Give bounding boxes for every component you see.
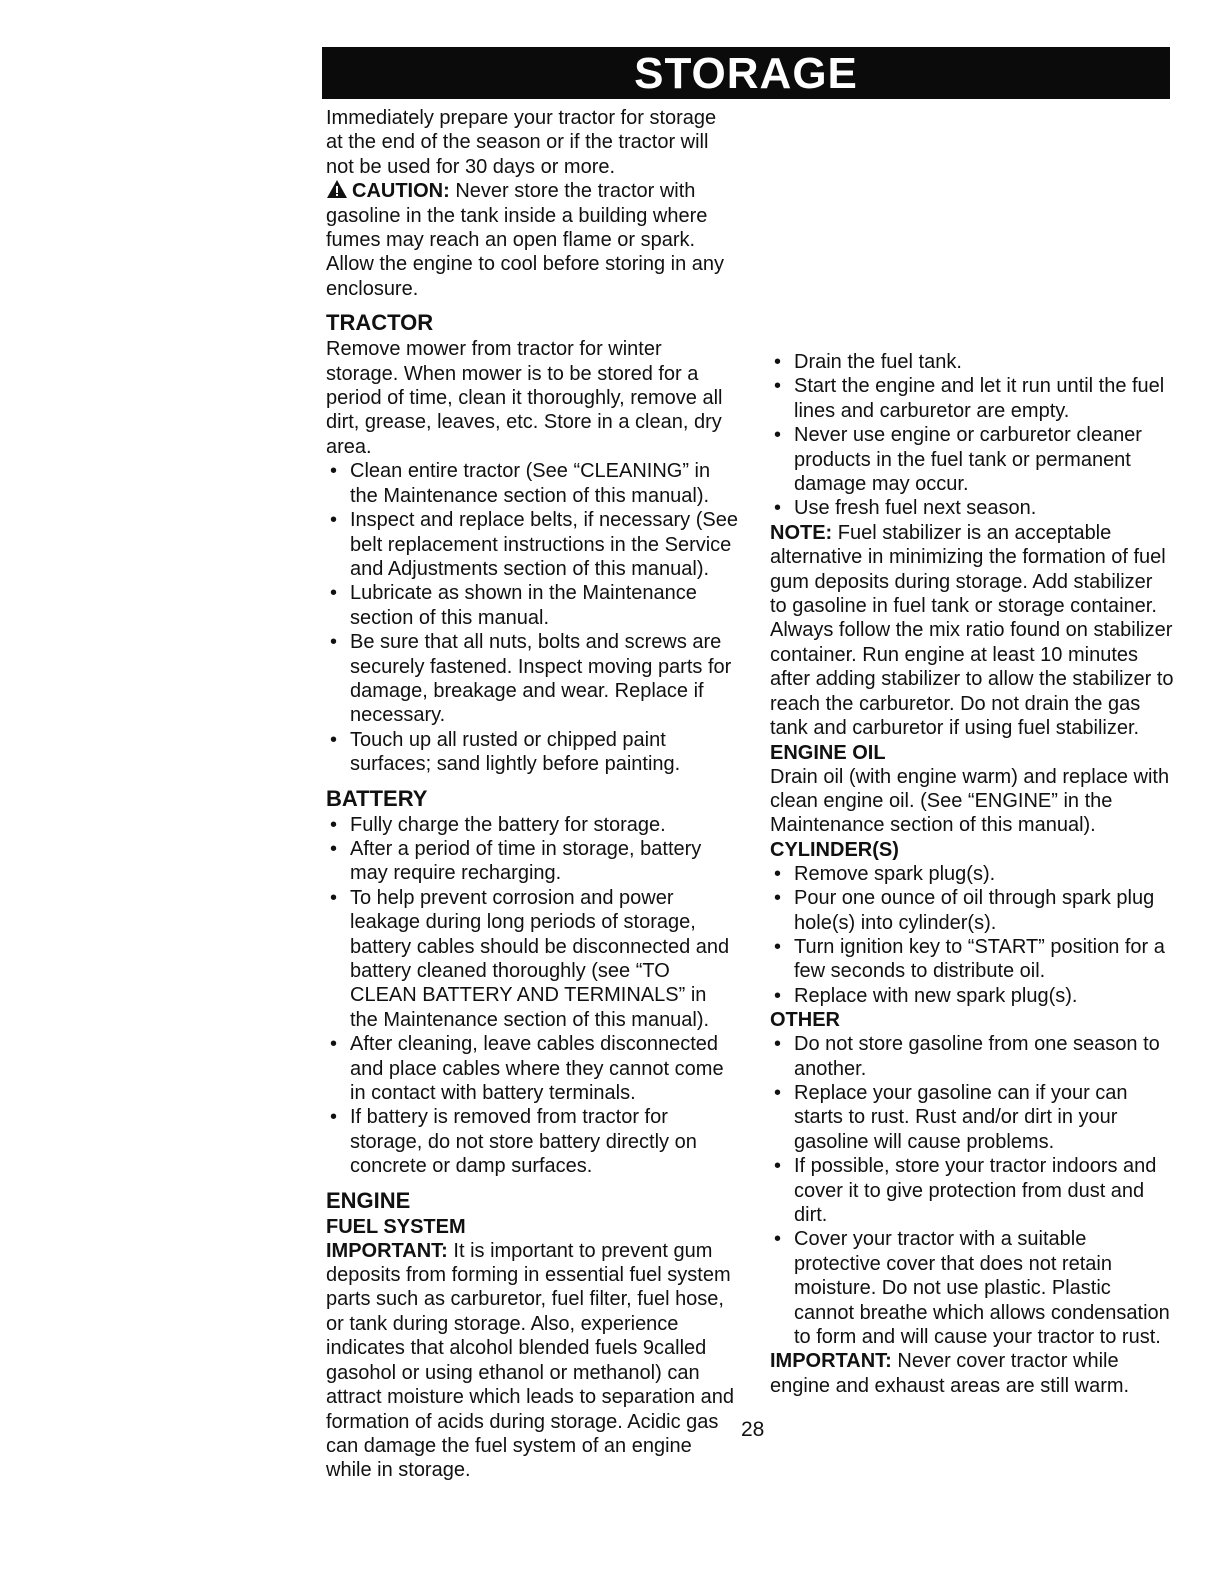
list-item: • Be sure that all nuts, bolts and screws are securely fastened. Inspect moving parts for damage, breakage and wear. Replace if necessary.: [326, 630, 738, 728]
list-item: • Replace your gasoline can if your can starts to rust. Rust and/or dirt in your gasoline will cause problems.: [770, 1081, 1174, 1154]
fuel-list: [770, 350, 1174, 521]
tractor-list: [326, 459, 738, 776]
note-label: NOTE:: [770, 521, 833, 544]
list-item: • Remove spark plug(s).: [770, 862, 1174, 886]
important-text: Never cover tractor while engine and exhaust areas are still warm.: [770, 1350, 1130, 1397]
caution-label: CAUTION:: [352, 180, 450, 203]
list-item: • Start the engine and let it run until the fuel lines and carburetor are empty.: [770, 374, 1174, 423]
note-paragraph: [770, 521, 1174, 741]
list-item: • Fully charge the battery for storage.: [326, 813, 738, 837]
engine-heading: ENGINE: [326, 1187, 411, 1213]
tractor-text: Remove mower from tractor for winter storage. When mower is to be stored for a period of time, clean it thoroughly, remove all dirt, grease, leaves, etc. Store in a clean, dry area.: [326, 338, 723, 458]
page-number: 28: [741, 1418, 765, 1441]
list-item: • Never use engine or carburetor cleaner products in the fuel tank or permanent damage may occur.: [770, 423, 1174, 496]
battery-list: [326, 813, 738, 1179]
list-item: • To help prevent corrosion and power leakage during long periods of storage, battery cables should be disconnected and battery cleaned thoroughly (see “TO CLEAN BATTERY AND TERMINALS” in the Maintenance section of this manual).: [326, 886, 738, 1032]
list-item: • Pour one ounce of oil through spark plug hole(s) into cylinder(s).: [770, 886, 1174, 935]
caution-triangle-icon: [326, 179, 348, 199]
list-item: • Clean entire tractor (See “CLEANING” in the Maintenance section of this manual).: [326, 459, 738, 508]
important-label: IMPORTANT:: [770, 1350, 892, 1373]
other-important-paragraph: [770, 1349, 1174, 1398]
list-item: • If possible, store your tractor indoors and cover it to give protection from dust and dirt.: [770, 1154, 1174, 1227]
fuel-system-heading: FUEL SYSTEM: [326, 1215, 466, 1238]
battery-heading: BATTERY: [326, 785, 428, 811]
list-item: • After a period of time in storage, battery may require recharging.: [326, 837, 738, 886]
note-text: Fuel stabilizer is an acceptable alternative in minimizing the formation of fuel gum deposits during storage. Add stabilizer to gasoline in fuel tank or storage container. Always follow the mix ratio found on stabilizer container. Run engine at least 10 minutes after adding stabilizer to allow the stabilizer to reach the carburetor. Do not drain the gas tank and carburetor if using fuel stabilizer.: [770, 521, 1174, 740]
important-text: It is important to prevent gum deposits from forming in essential fuel system parts such as carburetor, fuel filter, fuel hose, or tank during storage. Also, experience indicates that alcohol blended fuels 9called gasohol or using ethanol or methanol) can attract moisture which leads to separation and formation of acids during storage. Acidic gas can damage the fuel system of an engine while in storage.: [326, 1239, 734, 1482]
tractor-heading: TRACTOR: [326, 310, 434, 336]
intro-text: Immediately prepare your tractor for storage at the end of the season or if the tractor will not be used for 30 days or more.: [326, 107, 717, 178]
right-column: [770, 106, 1174, 1398]
list-item: • Turn ignition key to “START” position for a few seconds to distribute oil.: [770, 935, 1174, 984]
list-item: • Use fresh fuel next season.: [770, 496, 1174, 520]
list-item: • Lubricate as shown in the Maintenance section of this manual.: [326, 581, 738, 630]
other-heading: OTHER: [770, 1009, 840, 1032]
fuel-important-paragraph: [326, 1239, 738, 1483]
caution-paragraph: [326, 179, 738, 301]
cylinders-heading: CYLINDER(S): [770, 838, 899, 861]
other-list: [770, 1032, 1174, 1349]
list-item: • Replace with new spark plug(s).: [770, 984, 1174, 1008]
list-item: • After cleaning, leave cables disconnected and place cables where they cannot come in contact with battery terminals.: [326, 1032, 738, 1105]
engine-oil-text: Drain oil (with engine warm) and replace with clean engine oil. (See “ENGINE” in the Maintenance section of this manual).: [770, 765, 1170, 837]
left-column: [326, 106, 738, 1483]
list-item: • Touch up all rusted or chipped paint surfaces; sand lightly before painting.: [326, 728, 738, 777]
list-item: • Drain the fuel tank.: [770, 350, 1174, 374]
list-item: • If battery is removed from tractor for storage, do not store battery directly on concrete or damp surfaces.: [326, 1105, 738, 1178]
list-item: • Cover your tractor with a suitable protective cover that does not retain moisture. Do not use plastic. Plastic cannot breathe which allows condensation to form and will cause your tractor to rust.: [770, 1227, 1174, 1349]
engine-oil-heading: ENGINE OIL: [770, 741, 886, 764]
important-label: IMPORTANT:: [326, 1239, 448, 1262]
caution-text: Never store the tractor with gasoline in the tank inside a building where fumes may reach an open flame or spark. Allow the engine to cool before storing in any enclosure.: [326, 180, 725, 300]
page-title: STORAGE: [322, 47, 1170, 99]
list-item: • Inspect and replace belts, if necessary (See belt replacement instructions in the Service and Adjustments section of this manual).: [326, 508, 738, 581]
list-item: • Do not store gasoline from one season to another.: [770, 1032, 1174, 1081]
cylinders-list: [770, 862, 1174, 1008]
